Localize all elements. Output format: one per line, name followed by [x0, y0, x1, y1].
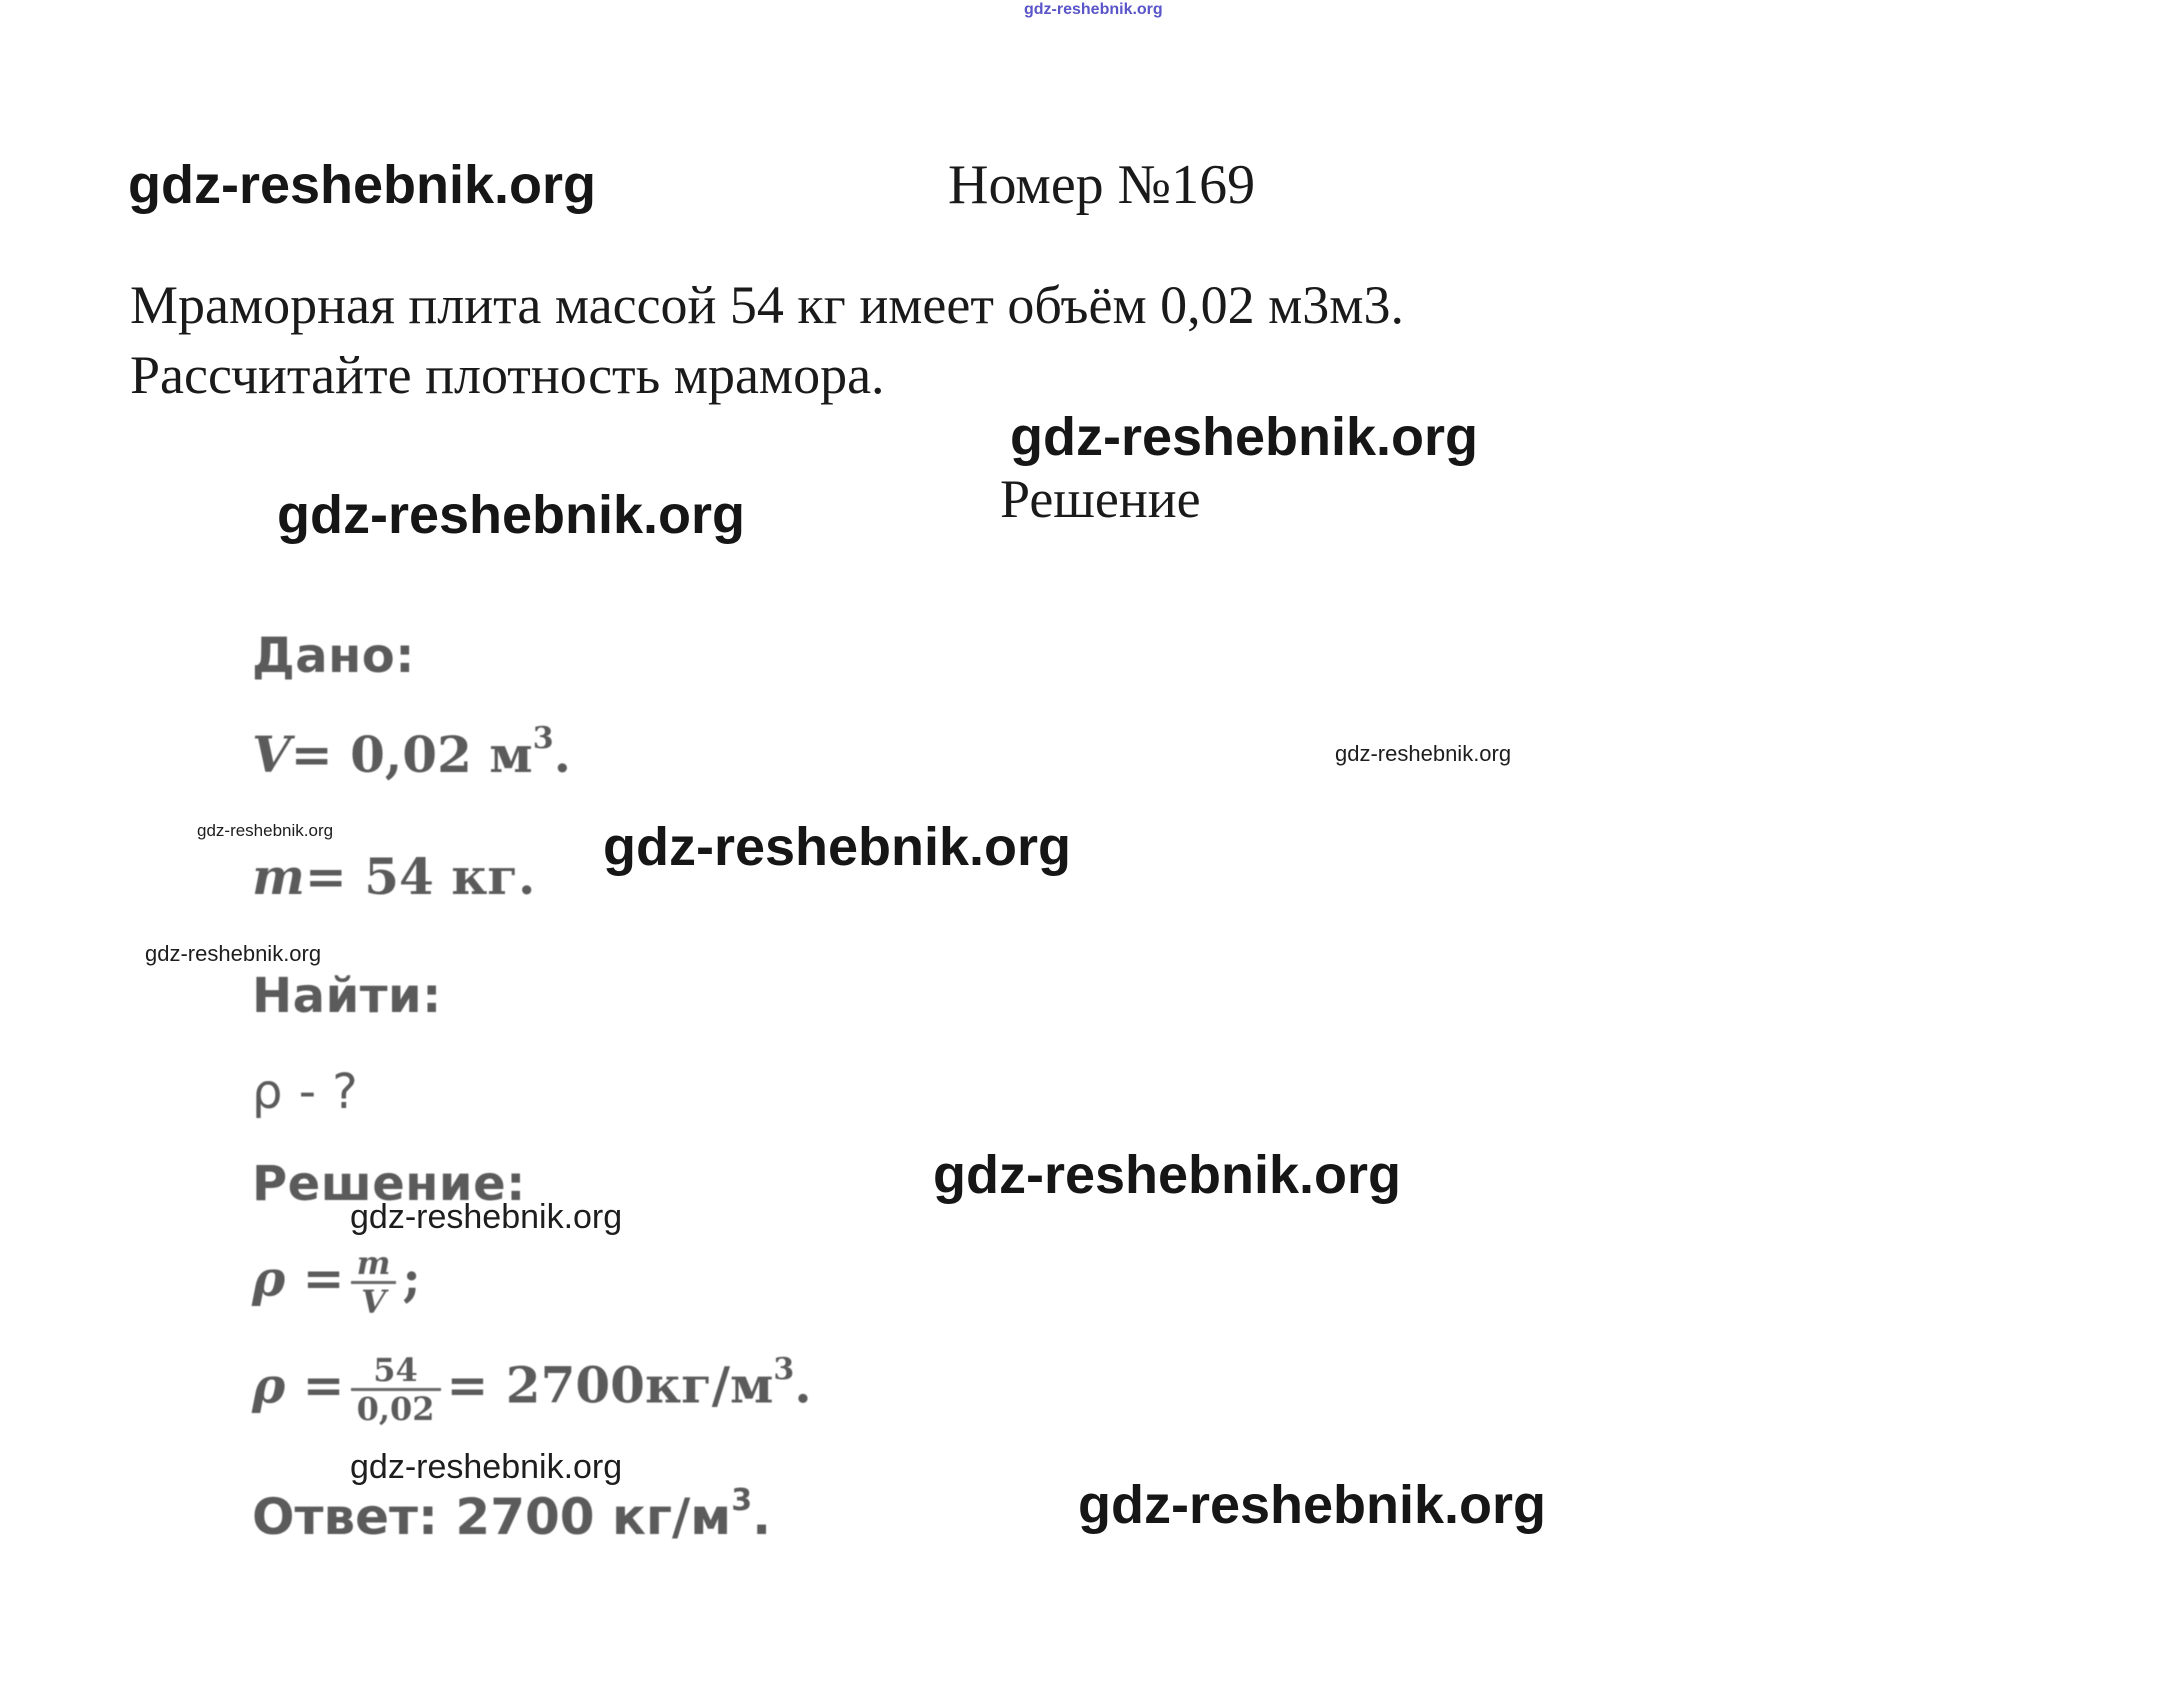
- calc-result: = 2700кг/м: [446, 1355, 774, 1415]
- calc-fraction: [351, 1352, 441, 1427]
- watermark-bottom-1: gdz-reshebnik.org: [350, 1448, 623, 1486]
- watermark-mid-2: gdz-reshebnik.org: [933, 1145, 1402, 1205]
- watermark-small-2: gdz-reshebnik.org: [1335, 741, 1512, 766]
- formula-fraction: [351, 1245, 397, 1320]
- answer-period: .: [752, 1488, 772, 1546]
- answer: [252, 1483, 772, 1546]
- task-line-2: Рассчитайте плотность мрамора.: [130, 345, 885, 405]
- volume-symbol: V: [252, 725, 291, 784]
- density-formula: [252, 1245, 421, 1320]
- formula-numerator: m: [351, 1245, 397, 1284]
- mass-value: = 54 кг.: [304, 847, 536, 906]
- watermark-small-3: gdz-reshebnik.org: [145, 941, 322, 966]
- watermark-header: gdz-reshebnik.org: [128, 155, 597, 215]
- find-label: Найти:: [252, 968, 442, 1024]
- calc-denominator: 0,02: [356, 1390, 435, 1428]
- watermark-left-1: gdz-reshebnik.org: [277, 485, 746, 545]
- problem-title: Номер №169: [948, 154, 1256, 216]
- watermark-bottom-2: gdz-reshebnik.org: [1078, 1475, 1547, 1535]
- answer-exponent: 3: [731, 1483, 753, 1519]
- formula-end: ;: [402, 1248, 421, 1308]
- watermark-small-1: gdz-reshebnik.org: [197, 821, 334, 840]
- watermark-top: gdz-reshebnik.org: [1024, 1, 1163, 18]
- calc-numerator: 54: [351, 1352, 441, 1391]
- volume-exponent: 3: [532, 721, 554, 757]
- find-value: ρ - ?: [252, 1064, 359, 1120]
- answer-text: Ответ: 2700 кг/м: [252, 1488, 732, 1546]
- given-mass: [252, 847, 536, 906]
- watermark-mid-3: gdz-reshebnik.org: [350, 1198, 623, 1236]
- calc-exponent: 3: [773, 1351, 795, 1387]
- density-calculation: [252, 1352, 812, 1427]
- given-label: Дано:: [252, 628, 415, 684]
- volume-period: .: [553, 725, 572, 784]
- formula-denominator: V: [361, 1283, 386, 1321]
- formula-lhs: ρ =: [252, 1248, 345, 1308]
- watermark-right-1: gdz-reshebnik.org: [1010, 407, 1479, 467]
- task-text: [130, 270, 1404, 410]
- volume-value: = 0,02 м: [290, 725, 533, 784]
- task-line-1: Мраморная плита массой 54 кг имеет объём 0,02 м3м3.: [130, 275, 1404, 335]
- given-volume: [252, 721, 572, 784]
- calc-period: .: [794, 1355, 812, 1415]
- solution-heading: Решение: [1000, 469, 1201, 529]
- watermark-mid-1: gdz-reshebnik.org: [603, 817, 1072, 877]
- calc-lhs: ρ =: [252, 1355, 345, 1415]
- mass-symbol: m: [252, 847, 305, 906]
- solution-label: Решение:: [252, 1156, 526, 1212]
